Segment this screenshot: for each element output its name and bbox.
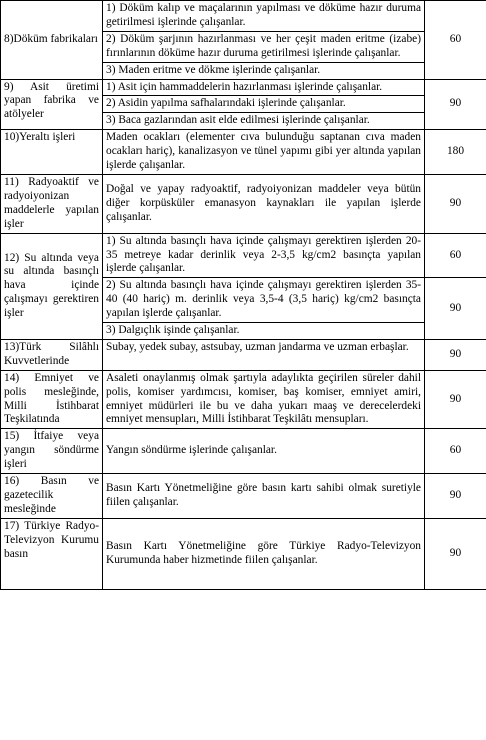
description-cell: Basın Kartı Yönetmeliğine göre Türkiye Radyo-Televizyon Kurumunda haber hizmetinde fiilen çalışanlar. <box>103 518 425 589</box>
description-cell: 3) Dalgıçlık işinde çalışanlar. <box>103 323 425 340</box>
days-cell: 60 <box>425 429 486 474</box>
table-row <box>1 518 486 589</box>
days-cell: 90 <box>425 278 486 340</box>
description-cell: 2) Asidin yapılma safhalarındaki işlerinde çalışanlar. <box>103 96 425 113</box>
description-cell: 1) Döküm kalıp ve maçalarının yapılması ve döküme hazır duruma getirilmesi işlerinde çalışanlar. <box>103 1 425 32</box>
table-row <box>1 79 486 96</box>
job-cell: 10)Yeraltı işleri <box>1 130 103 175</box>
description-cell: 2) Su altında basınçlı hava içinde çalışmayı gerektiren işlerden 35-40 (40 hariç) m. derinlik veya 3,5-4 (3,5 hariç) kg/cm2 basınçta yapılan işlerde çalışanlar. <box>103 278 425 323</box>
days-cell: 90 <box>425 370 486 429</box>
description-cell: Basın Kartı Yönetmeliğine göre basın kartı sahibi olmak suretiyle fiilen çalışanlar. <box>103 474 425 519</box>
days-cell: 60 <box>425 233 486 278</box>
description-cell: Subay, yedek subay, astsubay, uzman jandarma ve uzman erbaşlar. <box>103 339 425 370</box>
description-cell: 3) Maden eritme ve dökme işlerinde çalışanlar. <box>103 62 425 79</box>
days-cell: 90 <box>425 339 486 370</box>
job-cell: 15) İtfaiye veya yangın söndürme işleri <box>1 429 103 474</box>
job-cell: 12) Su altında veya su altında basınçlı hava içinde çalışmayı gerektiren işler <box>1 233 103 339</box>
days-cell: 90 <box>425 79 486 130</box>
job-cell: 17) Türkiye Radyo-Televizyon Kurumu basın <box>1 518 103 589</box>
table-row <box>1 339 486 370</box>
description-cell: 3) Baca gazlarından asit elde edilmesi işlerinde çalışanlar. <box>103 113 425 130</box>
description-cell: Doğal ve yapay radyoaktif, radyoiyonizan maddeler veya bütün diğer korpüsküler emanasyon kaynakları ile yapılan işlerde çalışanlar. <box>103 174 425 233</box>
job-cell: 9) Asit üretimi yapan fabrika ve atölyeler <box>1 79 103 130</box>
table-row <box>1 130 486 175</box>
days-cell: 90 <box>425 474 486 519</box>
days-cell: 90 <box>425 174 486 233</box>
description-cell: 2) Döküm şarjının hazırlanması ve her çeşit maden eritme (izabe) fırınlarının döküme hazır duruma getirilmesi işlerinde çalışanlar. <box>103 31 425 62</box>
job-cell: 8)Döküm fabrikaları <box>1 1 103 80</box>
table-row <box>1 1 486 32</box>
job-cell: 11) Radyoaktif ve radyoiyonizan maddelerle yapılan işler <box>1 174 103 233</box>
table-row <box>1 370 486 429</box>
description-cell: 1) Su altında basınçlı hava içinde çalışmayı gerektiren işlerden 20-35 metreye kadar derinlik veya 2-3,5 kg/cm2 basınçta yapılan işlerde çalışanlar. <box>103 233 425 278</box>
job-cell: 14) Emniyet ve polis mesleğinde, Milli İstihbarat Teşkilatında <box>1 370 103 429</box>
table-row <box>1 174 486 233</box>
description-cell: Maden ocakları (elementer cıva bulunduğu saptanan cıva maden ocakları hariç), kanalizasyon ve tünel yapımı gibi yer altında yapılan işlerde çalışanlar. <box>103 130 425 175</box>
days-cell: 60 <box>425 1 486 80</box>
description-cell: 1) Asit için hammaddelerin hazırlanması işlerinde çalışanlar. <box>103 79 425 96</box>
table-row <box>1 474 486 519</box>
job-cell: 16) Basın ve gazetecilik mesleğinde <box>1 474 103 519</box>
description-cell: Yangın söndürme işlerinde çalışanlar. <box>103 429 425 474</box>
days-cell: 180 <box>425 130 486 175</box>
description-cell: Asaleti onaylanmış olmak şartıyla adaylıkta geçirilen süreler dahil polis, komiser yardımcısı, komiser, baş komiser, emniyet amiri, emniyet müdürleri ile bu ve daha yukarı maaş ve derecelerdeki emniyet mensupları, Milli İstihbarat Teşkilâtı mensupları. <box>103 370 425 429</box>
job-cell: 13)Türk Silâhlı Kuvvetlerinde <box>1 339 103 370</box>
table-row <box>1 233 486 278</box>
days-cell: 90 <box>425 518 486 589</box>
table-row <box>1 429 486 474</box>
